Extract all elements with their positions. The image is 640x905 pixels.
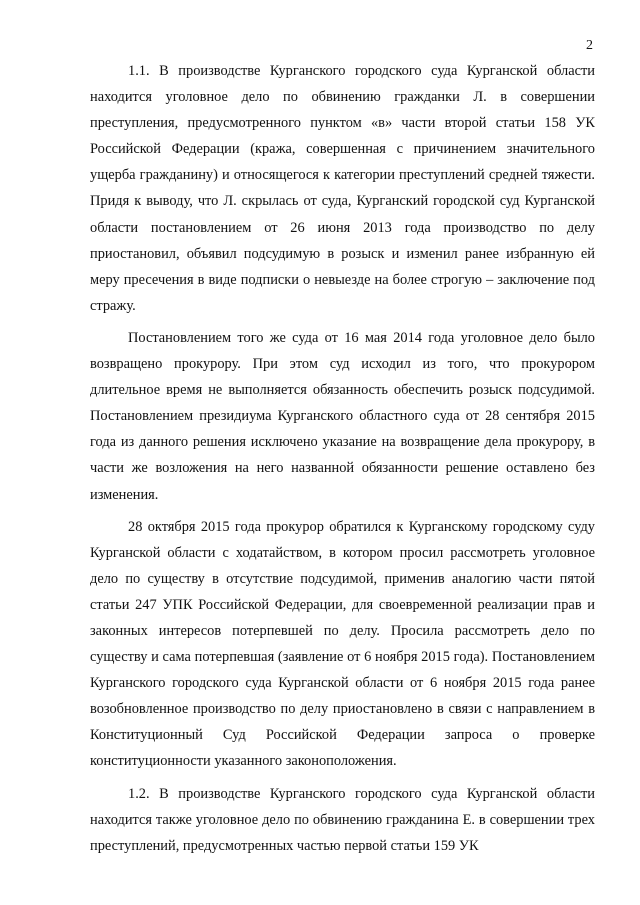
paragraph-1-2: 1.2. В производстве Курганского городского суда Курганской области находится также уголовное дело по обвинению гражданина Е. в совершении трех преступлений, предусмотренных частью первой статьи 159 УК <box>90 785 595 854</box>
document-body <box>90 58 595 859</box>
paragraph-1-1: 1.1. В производстве Курганского городского суда Курганской области находится уголовное дело по обвинению гражданки Л. в совершении преступления, предусмотренного пунктом «в» части второй статьи 158 УК Российской Федерации (кража, совершенная с причинением значительного ущерба гражданину) и относящегося к категории преступлений средней тяжести. Придя к выводу, что Л. скрылась от суда, Курганский городской суд Курганской области постановлением от 26 июня 2013 года производство по делу приостановил, объявил подсудимую в розыск и изменил ранее избранную ей меру пресечения в виде подписки о невыезде на более строгую – заключение под стражу. <box>90 63 595 314</box>
page-number: 2 <box>586 38 593 53</box>
paragraph-resolution-2014: Постановлением того же суда от 16 мая 2014 года уголовное дело было возвращено прокурору. При этом суд исходил из того, что прокурором длительное время не выполняется обязанность обеспечить розыск подсудимой. Постановлением президиума Курганского областного суда от 28 сентября 2015 года из данного решения исключено указание на возвращение дела прокурору, в части же возложения на него названной обязанности решение оставлено без изменения. <box>90 329 595 503</box>
paragraph-prosecutor-motion-2015: 28 октября 2015 года прокурор обратился к Курганскому городскому суду Курганской области с ходатайством, в котором просил рассмотреть уголовное дело по существу в отсутствие подсудимой, применив аналогию части пятой статьи 247 УПК Российской Федерации, для своевременной реализации прав и законных интересов потерпевшей по делу. Просила рассмотреть дело по существу и сама потерпевшая (заявление от 6 ноября 2015 года). Постановлением Курганского городского суда Курганской области от 6 ноября 2015 года ранее возобновленное производство по делу приостановлено в связи с направлением в Конституционный Суд Российской Федерации запроса о проверке конституционности указанного законоположения. <box>90 518 595 770</box>
